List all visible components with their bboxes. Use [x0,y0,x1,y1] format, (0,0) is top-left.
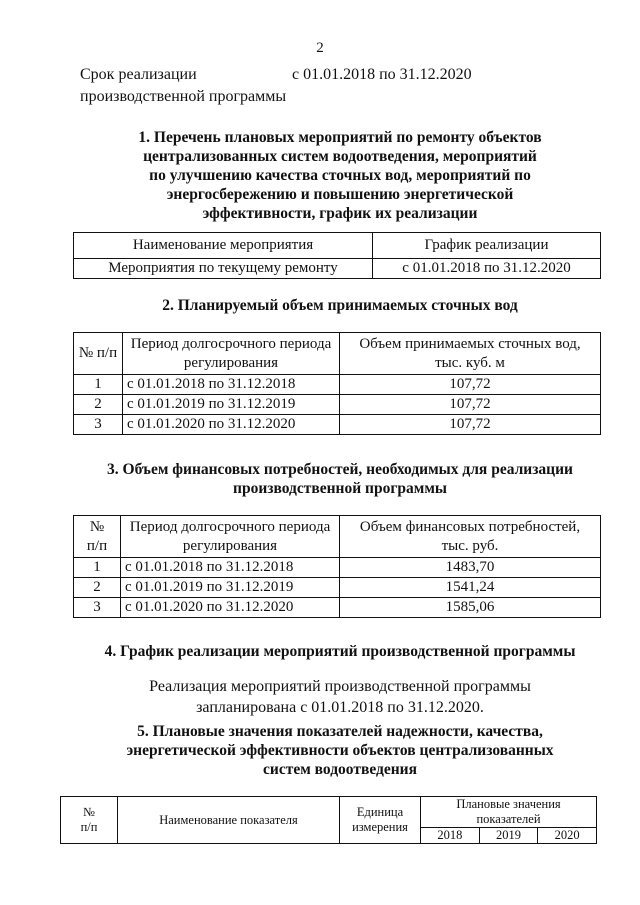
table-row [74,558,601,578]
header-financial-needs: Объем финансовых потребностей, тыс. руб. [340,516,601,558]
row-amount: 1585,06 [340,598,601,618]
section2-title: 2. Планируемый объем принимаемых сточных вод [162,297,518,314]
row-period: с 01.01.2018 по 31.12.2018 [121,558,340,578]
section1-title: 1. Перечень плановых мероприятий по ремонту объектов централизованных систем водоотведения, мероприятий по улучшению качества сточных вод, мероприятий по энергосбережению и повышению энергетической эффективности, график их реализации [138,129,542,222]
header-unit: Единица измерения [340,797,421,844]
row-period: с 01.01.2020 по 31.12.2020 [123,415,340,435]
header-period: Период долгосрочного периода регулирования [123,333,340,375]
term-label-line2: производственной программы [80,88,287,105]
header-planned-values: Плановые значения показателей [421,797,597,828]
term-value: с 01.01.2018 по 31.12.2020 [292,66,472,83]
header-activity-name: Наименование мероприятия [74,233,373,259]
table-row [74,375,601,395]
table-header-row [74,516,601,558]
section3-title: 3. Объем финансовых потребностей, необходимых для реализации производственной программы [107,461,573,497]
row-volume: 107,72 [340,395,601,415]
row-number: 1 [74,558,121,578]
row-period: с 01.01.2020 по 31.12.2020 [121,598,340,618]
row-number: 3 [74,415,123,435]
table-header-row [61,797,597,828]
table-header-row [74,333,601,375]
header-schedule: График реализации [373,233,601,259]
activities-table [73,232,601,279]
header-volume: Объем принимаемых сточных вод, тыс. куб. м [340,333,601,375]
header-year-2018: 2018 [421,828,480,844]
activity-schedule: с 01.01.2018 по 31.12.2020 [373,259,601,279]
header-year-2019: 2019 [479,828,538,844]
row-amount: 1483,70 [340,558,601,578]
table-header-row [74,233,601,259]
row-number: 1 [74,375,123,395]
header-number: № п/п [74,333,123,375]
table-row [74,415,601,435]
wastewater-volume-table [73,332,601,435]
section4-title: 4. График реализации мероприятий производственной программы [104,643,576,660]
indicators-table [60,796,597,844]
header-number: № п/п [74,516,121,558]
term-label-line1: Срок реализации [80,66,197,83]
row-period: с 01.01.2019 по 31.12.2019 [121,578,340,598]
table-row [74,598,601,618]
row-period: с 01.01.2019 по 31.12.2019 [123,395,340,415]
row-number: 3 [74,598,121,618]
header-number: № п/п [61,797,118,844]
row-amount: 1541,24 [340,578,601,598]
header-indicator-name: Наименование показателя [118,797,340,844]
row-number: 2 [74,578,121,598]
row-volume: 107,72 [340,415,601,435]
row-period: с 01.01.2018 по 31.12.2018 [123,375,340,395]
row-number: 2 [74,395,123,415]
header-year-2020: 2020 [538,828,597,844]
financial-needs-table [73,515,601,618]
table-row [74,578,601,598]
table-row [74,395,601,415]
row-volume: 107,72 [340,375,601,395]
section4-text: Реализация мероприятий производственной программы запланирована с 01.01.2018 по 31.12.2020. [149,678,531,716]
section5-title: 5. Плановые значения показателей надежности, качества, энергетической эффективности объектов централизованных систем водоотведения [126,723,554,778]
header-period: Период долгосрочного периода регулирования [121,516,340,558]
activity-name: Мероприятия по текущему ремонту [74,259,373,279]
page-number: 2 [316,40,324,56]
table-row [74,259,601,279]
